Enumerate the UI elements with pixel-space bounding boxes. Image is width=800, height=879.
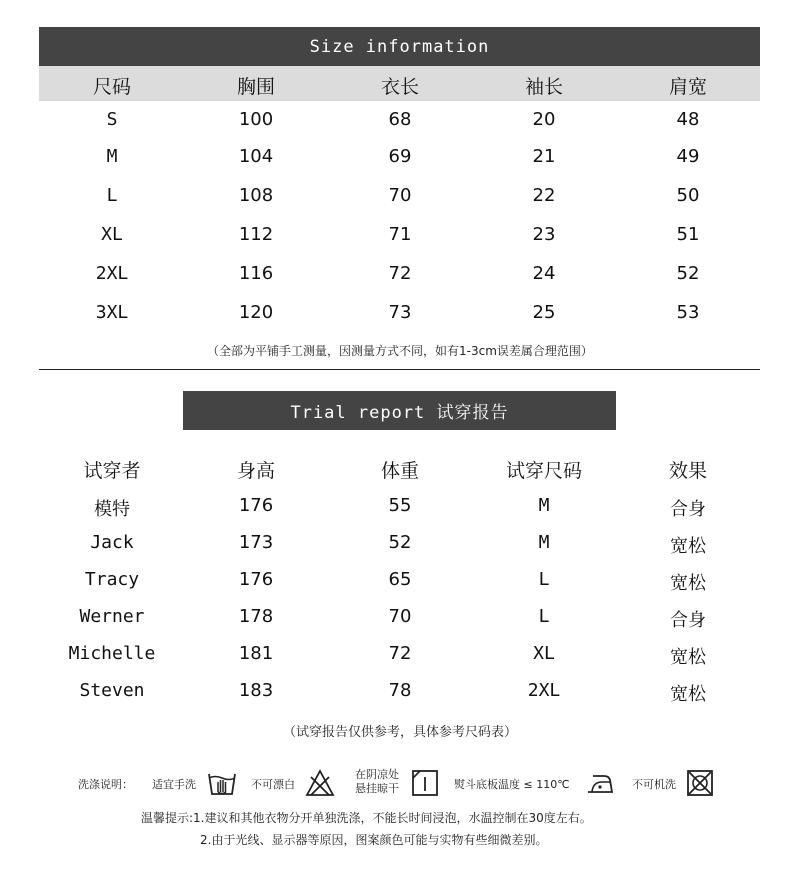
cell-length: 69 <box>388 146 412 167</box>
cell-size: M <box>106 146 118 167</box>
table-row <box>0 294 800 332</box>
col-length: 衣长 <box>380 76 420 98</box>
cell-trial-size: M <box>538 495 550 516</box>
table-row <box>0 138 800 176</box>
cell-weight: 65 <box>388 569 412 590</box>
col-trial-size: 试穿尺码 <box>505 460 583 482</box>
no-bleach-icon <box>304 768 336 798</box>
care-title: 洗涤说明： <box>78 778 133 791</box>
cell-size: 3XL <box>95 302 129 323</box>
cell-weight: 70 <box>388 606 412 627</box>
cell-length: 73 <box>388 302 412 323</box>
cell-sleeve: 20 <box>532 109 556 130</box>
table-row <box>0 101 800 139</box>
cell-height: 181 <box>238 643 274 664</box>
shade-dry-label-line1: 在阴凉处 <box>355 768 399 781</box>
table-row <box>0 255 800 293</box>
cell-shoulder: 49 <box>676 146 700 167</box>
cell-shoulder: 51 <box>676 224 700 245</box>
cell-effect: 合身 <box>670 499 706 520</box>
col-tester: 试穿者 <box>83 460 141 482</box>
cell-chest: 108 <box>238 185 274 206</box>
col-shoulder: 肩宽 <box>668 76 708 98</box>
size-info-title: Size information <box>39 27 760 66</box>
care-instructions <box>0 765 800 801</box>
table-row <box>0 524 800 562</box>
cell-tester: 模特 <box>94 499 130 520</box>
cell-trial-size: M <box>538 532 550 553</box>
cell-trial-size: XL <box>533 643 555 664</box>
col-height: 身高 <box>236 460 276 482</box>
table-row <box>0 177 800 215</box>
iron-label: 熨斗底板温度 ≤ 110℃ <box>454 778 570 791</box>
cell-chest: 100 <box>238 109 274 130</box>
table-row <box>0 635 800 673</box>
cell-tester: Jack <box>90 532 134 553</box>
cell-sleeve: 22 <box>532 185 556 206</box>
col-size: 尺码 <box>92 76 132 98</box>
table-row <box>0 216 800 254</box>
cell-shoulder: 52 <box>676 263 700 284</box>
cell-height: 173 <box>238 532 274 553</box>
cell-effect: 宽松 <box>670 647 706 668</box>
cell-effect: 宽松 <box>670 536 706 557</box>
cell-length: 70 <box>388 185 412 206</box>
cell-length: 68 <box>388 109 412 130</box>
cell-weight: 52 <box>388 532 412 553</box>
cell-size: XL <box>101 224 123 245</box>
size-table-header <box>39 66 760 101</box>
cell-sleeve: 23 <box>532 224 556 245</box>
cell-height: 176 <box>238 495 274 516</box>
hand-wash-icon <box>206 768 238 798</box>
col-sleeve: 袖长 <box>524 76 564 98</box>
cell-shoulder: 50 <box>676 185 700 206</box>
col-chest: 胸围 <box>236 76 276 98</box>
no-machine-wash-label: 不可机洗 <box>632 778 676 791</box>
table-row <box>0 561 800 599</box>
cell-effect: 宽松 <box>670 684 706 705</box>
cell-chest: 116 <box>238 263 274 284</box>
cell-trial-size: 2XL <box>527 680 561 701</box>
cell-sleeve: 21 <box>532 146 556 167</box>
table-row <box>0 672 800 710</box>
cell-chest: 120 <box>238 302 274 323</box>
cell-size: S <box>106 109 118 130</box>
no-bleach-label: 不可漂白 <box>251 778 295 791</box>
cell-chest: 112 <box>238 224 274 245</box>
shade-dry-label <box>355 768 399 796</box>
shade-dry-label-line2: 悬挂晾干 <box>355 782 399 795</box>
cell-trial-size: L <box>538 606 550 627</box>
cell-height: 183 <box>238 680 274 701</box>
cell-tester: Werner <box>79 606 145 627</box>
cell-effect: 合身 <box>670 610 706 631</box>
cell-sleeve: 25 <box>532 302 556 323</box>
col-effect: 效果 <box>668 460 708 482</box>
trial-report-title: Trial report 试穿报告 <box>183 391 616 430</box>
hang-dry-icon <box>410 768 440 798</box>
cell-shoulder: 53 <box>676 302 700 323</box>
cell-tester: Michelle <box>68 643 156 664</box>
cell-length: 72 <box>388 263 412 284</box>
cell-weight: 72 <box>388 643 412 664</box>
cell-trial-size: L <box>538 569 550 590</box>
size-note: （全部为平铺手工测量，因测量方式不同，如有1-3cm误差属合理范围） <box>207 344 593 358</box>
cell-sleeve: 24 <box>532 263 556 284</box>
trial-note: （试穿报告仅供参考，具体参考尺码表） <box>282 725 517 740</box>
cell-weight: 55 <box>388 495 412 516</box>
tips-line-2: 2.由于光线、显示器等原因，图案颜色可能与实物有些细微差别。 <box>200 833 548 847</box>
cell-effect: 宽松 <box>670 573 706 594</box>
cell-size: L <box>106 185 118 206</box>
table-row <box>0 598 800 636</box>
cell-chest: 104 <box>238 146 274 167</box>
no-machine-wash-icon <box>685 768 715 798</box>
cell-tester: Steven <box>79 680 145 701</box>
table-row <box>0 487 800 525</box>
cell-height: 176 <box>238 569 274 590</box>
cell-tester: Tracy <box>84 569 140 590</box>
iron-icon <box>584 768 616 798</box>
hand-wash-label: 适宜手洗 <box>152 778 196 791</box>
cell-height: 178 <box>238 606 274 627</box>
cell-shoulder: 48 <box>676 109 700 130</box>
cell-size: 2XL <box>95 263 129 284</box>
col-weight: 体重 <box>380 460 420 482</box>
section-divider <box>39 369 760 370</box>
tips-line-1: 温馨提示:1.建议和其他衣物分开单独洗涤，不能长时间浸泡，水温控制在30度左右。 <box>141 811 592 825</box>
trial-table-header <box>0 456 800 486</box>
cell-length: 71 <box>388 224 412 245</box>
cell-weight: 78 <box>388 680 412 701</box>
